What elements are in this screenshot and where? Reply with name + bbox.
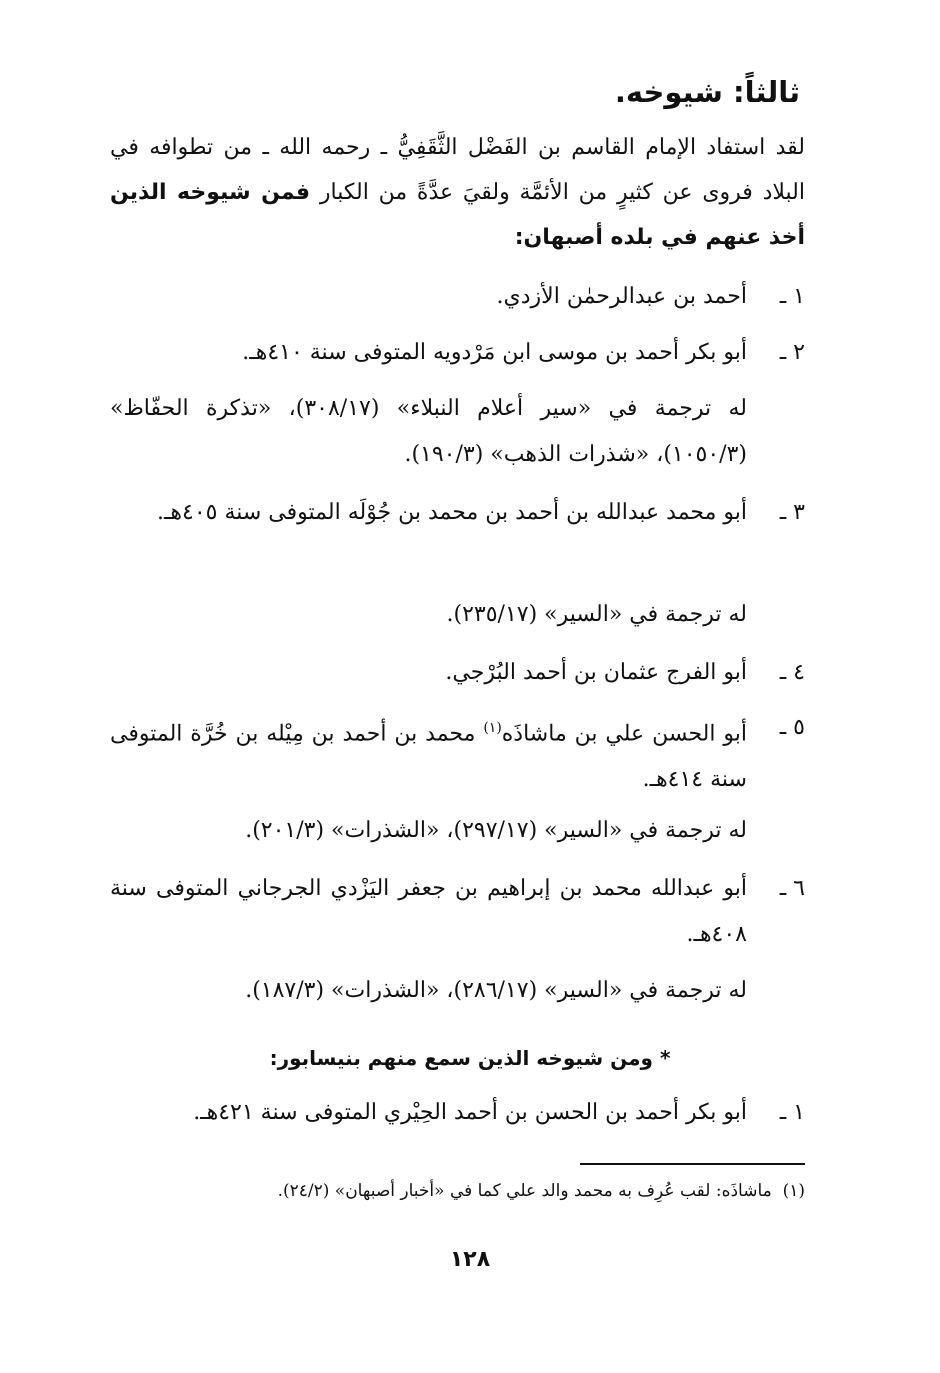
intro-bold-text: فمن شيوخه الذين أخذ عنهم في بلده أصبهان: xyxy=(110,180,805,250)
item-text xyxy=(110,705,747,803)
item-number: ١ ـ xyxy=(779,284,805,309)
item-number: ٣ ـ xyxy=(779,500,805,525)
list-item xyxy=(110,866,805,958)
item-text: أبو عبدالله محمد بن إبراهيم بن جعفر اليَزْدي الجرجاني المتوفى سنة ٤٠٨هـ. xyxy=(110,876,747,947)
item-text: أحمد بن عبدالرحمٰن الأزدي. xyxy=(496,284,747,309)
biography-reference: له ترجمة في «السير» (٢٣٥/١٧). xyxy=(446,602,747,627)
item-number: ٦ ـ xyxy=(779,876,805,901)
footnote xyxy=(110,1173,805,1209)
footnote-number: (١) xyxy=(782,1181,805,1201)
footnote-divider xyxy=(580,1163,805,1165)
item-text: أبو بكر أحمد بن موسى ابن مَرْدويه المتوفى سنة ٤١٠هـ. xyxy=(242,340,747,365)
nishapur-subheading: * ومن شيوخه الذين سمع منهم بنيسابور: xyxy=(269,1046,671,1070)
list-item xyxy=(110,1090,805,1136)
section-heading: ثالثاً: شيوخه. xyxy=(614,75,800,109)
item-text: أبو الفرج عثمان بن أحمد البُرْجي. xyxy=(445,660,747,685)
list-item xyxy=(110,274,805,320)
item-number: ٤ ـ xyxy=(779,660,805,685)
list-item xyxy=(110,330,805,376)
item-number: ٢ ـ xyxy=(779,340,805,365)
intro-text: لقد استفاد الإمام القاسم بن الفَضْل الثَّقَفِيُّ ـ رحمه الله ـ من تطوافه في البلاد فروى عن كثيرٍ من الأئمَّة ولقيَ عدَّةً من الكبار xyxy=(110,135,806,205)
item-text-part: أبو الحسن علي بن ماشاذَه xyxy=(501,721,747,747)
item-number: ٥ ـ xyxy=(779,715,805,740)
item-number: ١ ـ xyxy=(779,1100,805,1125)
intro-paragraph xyxy=(110,125,805,260)
biography-reference: له ترجمة في «سير أعلام النبلاء» (٣٠٨/١٧)، «تذكرة الحفّاظ» (١٠٥٠/٣)، «شذرات الذهب» (١٩٠/٣). xyxy=(110,396,748,467)
page-number: ١٢٨ xyxy=(449,1247,491,1272)
item-text: أبو محمد عبدالله بن أحمد بن محمد بن جُوْلَه المتوفى سنة ٤٠٥هـ. xyxy=(156,500,747,525)
footnote-reference[interactable]: (١) xyxy=(483,720,502,736)
item-text: أبو بكر أحمد بن الحسن بن أحمد الحِيْري المتوفى سنة ٤٢١هـ. xyxy=(193,1100,747,1125)
list-item xyxy=(110,650,805,696)
list-item xyxy=(110,705,805,803)
list-item xyxy=(110,490,805,536)
footnote-text: ماشاذَه: لقب عُرِف به محمد والد علي كما في «أخبار أصبهان» (٢٤/٢). xyxy=(277,1181,772,1201)
biography-reference: له ترجمة في «السير» (٢٩٧/١٧)، «الشذرات» (٢٠١/٣). xyxy=(245,818,747,843)
item-text-part: محمد بن أحمد بن مِيْله بن خُرَّة المتوفى سنة ٤١٤هـ. xyxy=(110,721,747,793)
biography-reference: له ترجمة في «السير» (٢٨٦/١٧)، «الشذرات» (١٨٧/٣). xyxy=(245,978,747,1003)
